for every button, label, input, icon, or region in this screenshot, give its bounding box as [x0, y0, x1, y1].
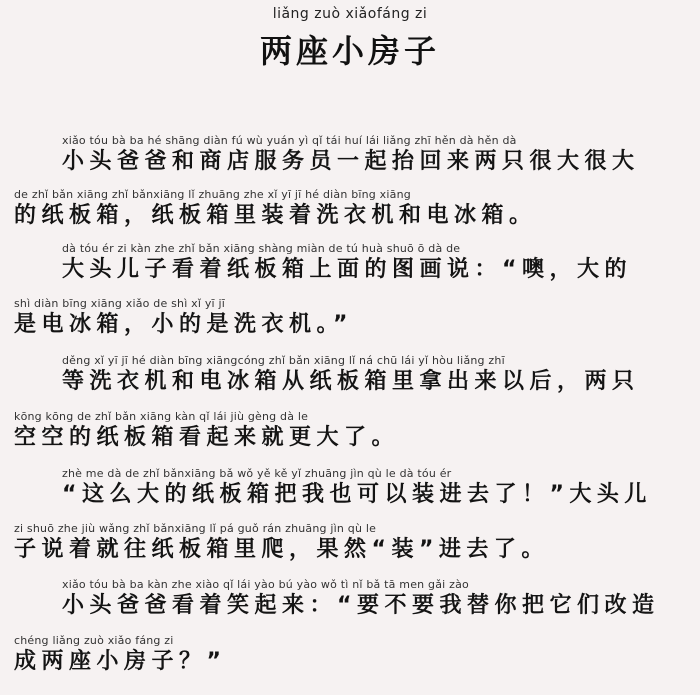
line-hanzi: 的纸板箱，纸板箱里装着洗衣机和电冰箱。	[14, 203, 537, 228]
line-pinyin: dà tóu ér zi kàn zhe zhǐ bǎn xiāng shàng miàn de tú huà shuō ō dà de	[62, 242, 461, 255]
line-pinyin: chéng liǎng zuò xiǎo fáng zi	[14, 634, 174, 647]
text-line-9	[62, 578, 659, 620]
line-hanzi: 大头儿子看着纸板箱上面的图画说：“噢，大的	[62, 257, 632, 282]
line-hanzi: 是电冰箱，小的是洗衣机。”	[14, 312, 353, 337]
text-line-3	[62, 242, 632, 284]
line-hanzi: 空空的纸板箱看起来就更大了。	[14, 425, 400, 450]
line-hanzi: 成两座小房子？”	[14, 649, 227, 674]
text-line-6	[14, 410, 399, 452]
line-pinyin: kōng kōng de zhǐ bǎn xiāng kàn qǐ lái jiù gèng dà le	[14, 410, 309, 423]
line-pinyin: zhè me dà de zhǐ bǎnxiāng bǎ wǒ yě kě yǐ zhuāng jìn qù le dà tóu ér	[62, 467, 452, 480]
text-line-1	[62, 134, 640, 176]
line-pinyin: zi shuō zhe jiù wǎng zhǐ bǎnxiāng lǐ pá guǒ rán zhuāng jìn qù le	[14, 522, 377, 535]
line-pinyin: xiǎo tóu bà ba kàn zhe xiào qǐ lái yào bú yào wǒ tì nǐ bǎ tā men gǎi zào	[62, 578, 469, 591]
line-pinyin: shì diàn bīng xiāng xiǎo de shì xǐ yī jī	[14, 297, 226, 310]
line-pinyin: xiǎo tóu bà ba hé shāng diàn fú wù yuán yì qǐ tái huí lái liǎng zhī hěn dà hěn dà	[62, 134, 517, 147]
text-line-4	[14, 297, 353, 339]
line-hanzi: 子说着就往纸板箱里爬，果然“装”进去了。	[14, 537, 549, 562]
page-title: 两座小房子	[259, 32, 440, 70]
text-line-7	[62, 467, 652, 509]
line-hanzi: 等洗衣机和电冰箱从纸板箱里拿出来以后，两只	[62, 369, 640, 394]
text-line-10	[14, 634, 226, 676]
text-line-5	[62, 354, 640, 396]
text-line-2	[14, 188, 537, 230]
line-hanzi: 小头爸爸看着笑起来：“要不要我替你把它们改造	[62, 593, 660, 618]
title-pinyin: liǎng zuò xiǎofáng zi	[272, 6, 428, 22]
text-line-8	[14, 522, 549, 564]
line-pinyin: děng xǐ yī jī hé diàn bīng xiāngcóng zhǐ bǎn xiāng lǐ ná chū lái yǐ hòu liǎng zhī	[62, 354, 505, 367]
line-hanzi: “这么大的纸板箱把我也可以装进去了！”大头儿	[62, 482, 652, 507]
line-hanzi: 小头爸爸和商店服务员一起抬回来两只很大很大	[62, 149, 640, 174]
line-pinyin: de zhǐ bǎn xiāng zhǐ bǎnxiāng lǐ zhuāng zhe xǐ yī jī hé diàn bīng xiāng	[14, 188, 411, 201]
